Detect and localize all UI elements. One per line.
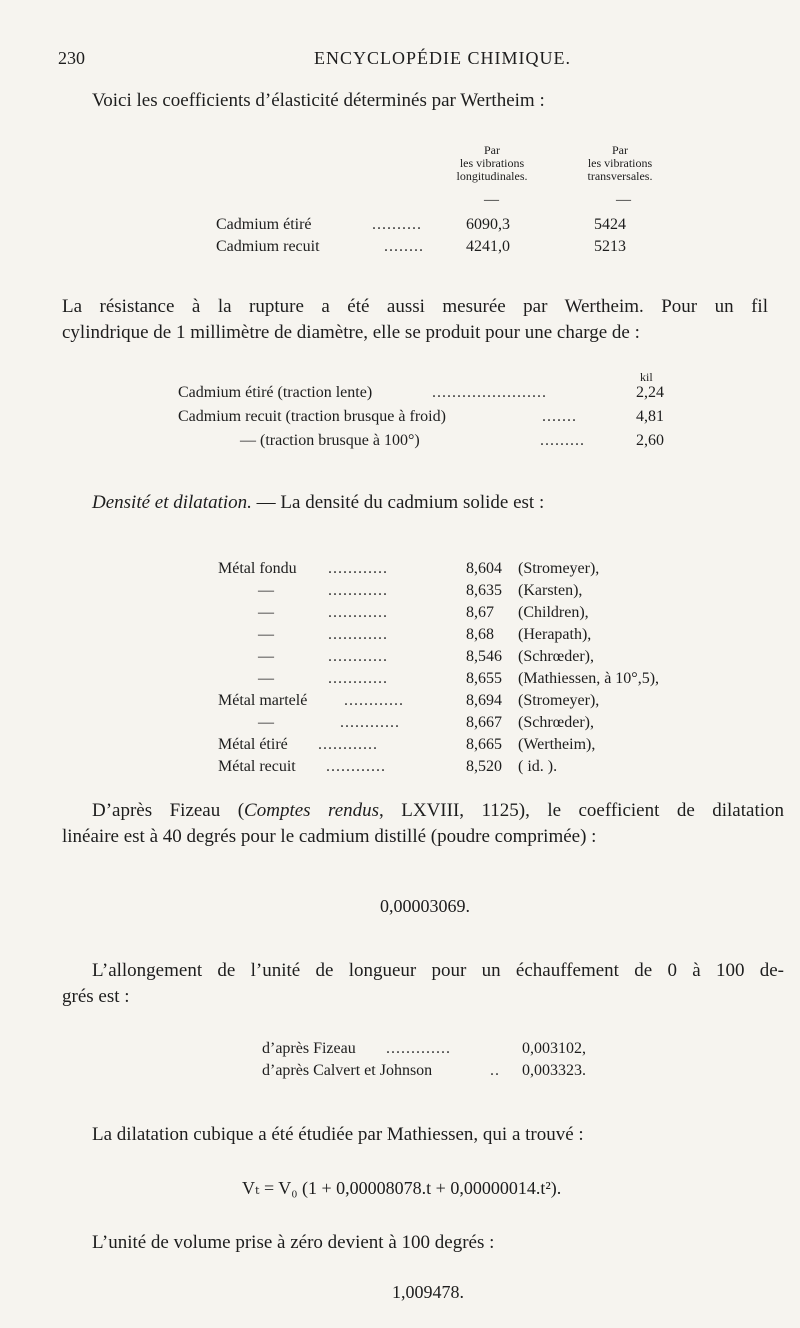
paragraph-rupture-line2: cylindrique de 1 millimètre de diamètre, elle se produit pour une charge de :: [62, 322, 640, 343]
leader-dots: ............: [328, 582, 388, 599]
row-label: —: [258, 670, 274, 687]
leader-dots: ............: [328, 670, 388, 687]
leader-dots: ........: [384, 238, 424, 255]
table1-row: [0, 216, 800, 240]
elongation-value: 0,003323.: [522, 1062, 586, 1079]
table1-col2-dash: —: [616, 192, 631, 208]
leader-dots: .......: [542, 408, 577, 425]
page-number: 230: [58, 48, 85, 68]
table1-col2-header: Par les vibrations transversales.: [587, 143, 653, 183]
row-label: Cadmium étiré: [216, 216, 312, 233]
row-label: Métal martelé: [218, 692, 308, 709]
row-label: Cadmium étiré (traction lente): [178, 384, 373, 401]
density-value: 8,694: [466, 692, 502, 709]
leader-dots: ..: [490, 1062, 500, 1079]
density-value: 8,520: [466, 758, 502, 775]
row-label: —: [258, 582, 274, 599]
row-label: d’après Calvert et Johnson: [262, 1062, 433, 1079]
paragraph-fizeau-line1: D’après Fizeau (Comptes rendus, LXVIII, 1125), le coefficient de dilatation: [92, 800, 784, 821]
table4-row: [0, 1062, 800, 1086]
table3-row: [0, 714, 800, 738]
row-label: Métal recuit: [218, 758, 296, 775]
table3-row: [0, 626, 800, 650]
value-charge: 2,24: [636, 384, 664, 401]
density-value: 8,67: [466, 604, 494, 621]
leader-dots: ............: [328, 648, 388, 665]
row-label: —: [258, 714, 274, 731]
density-source: (Stromeyer),: [518, 692, 600, 709]
leader-dots: ............: [326, 758, 386, 775]
table3-row: [0, 670, 800, 694]
value-longitudinal: 6090,3: [466, 216, 510, 233]
table3-row: [0, 736, 800, 760]
table3-row: [0, 648, 800, 672]
value-charge: 2,60: [636, 432, 664, 449]
paragraph-elongation-line2: grés est :: [62, 986, 130, 1007]
citation-comptes-rendus: Comptes rendus: [244, 800, 380, 821]
value-transversal: 5424: [594, 216, 626, 233]
paragraph-elongation-line1: L’allongement de l’unité de longueur pour un échauffement de 0 à 100 de-: [92, 960, 784, 981]
row-label: Métal étiré: [218, 736, 288, 753]
paragraph-fizeau-line2: linéaire est à 40 degrés pour le cadmium distillé (poudre comprimée) :: [62, 826, 597, 847]
density-source: (Schrœder),: [518, 648, 594, 665]
density-value: 8,667: [466, 714, 502, 731]
table2-row: [0, 408, 800, 432]
table3-row: [0, 560, 800, 584]
formula-volume: Vₜ = V₀ (1 + 0,00008078.t + 0,00000014.t²).: [242, 1178, 562, 1198]
value-volume-100: 1,009478.: [392, 1282, 464, 1302]
row-label: d’après Fizeau: [262, 1040, 356, 1057]
table4-row: [0, 1040, 800, 1064]
density-source: (Karsten),: [518, 582, 583, 599]
density-source: (Schrœder),: [518, 714, 594, 731]
paragraph-unit-volume: L’unité de volume prise à zéro devient à 100 degrés :: [92, 1232, 495, 1253]
running-title: ENCYCLOPÉDIE CHIMIQUE.: [314, 48, 571, 68]
density-value: 8,546: [466, 648, 502, 665]
density-source: (Herapath),: [518, 626, 592, 643]
leader-dots: ..........: [372, 216, 422, 233]
table2-row: [0, 384, 800, 408]
paragraph-rupture-line1: La résistance à la rupture a été aussi mesurée par Wertheim. Pour un fil: [62, 296, 768, 317]
leader-dots: ............: [340, 714, 400, 731]
table3-row: [0, 582, 800, 606]
leader-dots: .......................: [432, 384, 547, 401]
density-value: 8,665: [466, 736, 502, 753]
section-title: Densité et dilatation.: [92, 492, 252, 513]
row-label: —: [258, 648, 274, 665]
table2-row: [0, 432, 800, 456]
leader-dots: ............: [344, 692, 404, 709]
table3-row: [0, 692, 800, 716]
density-source: (Wertheim),: [518, 736, 596, 753]
leader-dots: ............: [328, 560, 388, 577]
leader-dots: ............: [318, 736, 378, 753]
density-source: (Mathiessen, à 10°,5),: [518, 670, 660, 687]
row-label: Métal fondu: [218, 560, 297, 577]
value-charge: 4,81: [636, 408, 664, 425]
elongation-value: 0,003102,: [522, 1040, 586, 1057]
table1-row: [0, 238, 800, 262]
value-transversal: 5213: [594, 238, 626, 255]
paragraph-elasticity-intro: Voici les coefficients d’élasticité déterminés par Wertheim :: [92, 90, 545, 111]
leader-dots: .............: [386, 1040, 451, 1057]
table1-col1-header: Par les vibrations longitudinales.: [456, 143, 528, 183]
row-label: Cadmium recuit: [216, 238, 320, 255]
row-label: — (traction brusque à 100°): [240, 432, 420, 449]
density-value: 8,68: [466, 626, 494, 643]
section-text: — La densité du cadmium solide est :: [251, 492, 545, 513]
paragraph-cubic-dilatation: La dilatation cubique a été étudiée par Mathiessen, qui a trouvé :: [92, 1124, 584, 1145]
density-source: (Stromeyer),: [518, 560, 600, 577]
table3-row: [0, 758, 800, 782]
density-value: 8,604: [466, 560, 502, 577]
density-source: (Children),: [518, 604, 589, 621]
row-label: —: [258, 626, 274, 643]
section-density: [92, 490, 544, 515]
value-linear-coefficient: 0,00003069.: [380, 896, 470, 916]
table1-col1-dash: —: [484, 192, 499, 208]
leader-dots: ............: [328, 604, 388, 621]
density-source: ( id. ).: [518, 758, 558, 775]
leader-dots: .........: [540, 432, 585, 449]
row-label: —: [258, 604, 274, 621]
density-value: 8,635: [466, 582, 502, 599]
row-label: Cadmium recuit (traction brusque à froid): [178, 408, 446, 425]
unit-kil: kil: [640, 370, 653, 384]
value-longitudinal: 4241,0: [466, 238, 510, 255]
density-value: 8,655: [466, 670, 502, 687]
table3-row: [0, 604, 800, 628]
leader-dots: ............: [328, 626, 388, 643]
